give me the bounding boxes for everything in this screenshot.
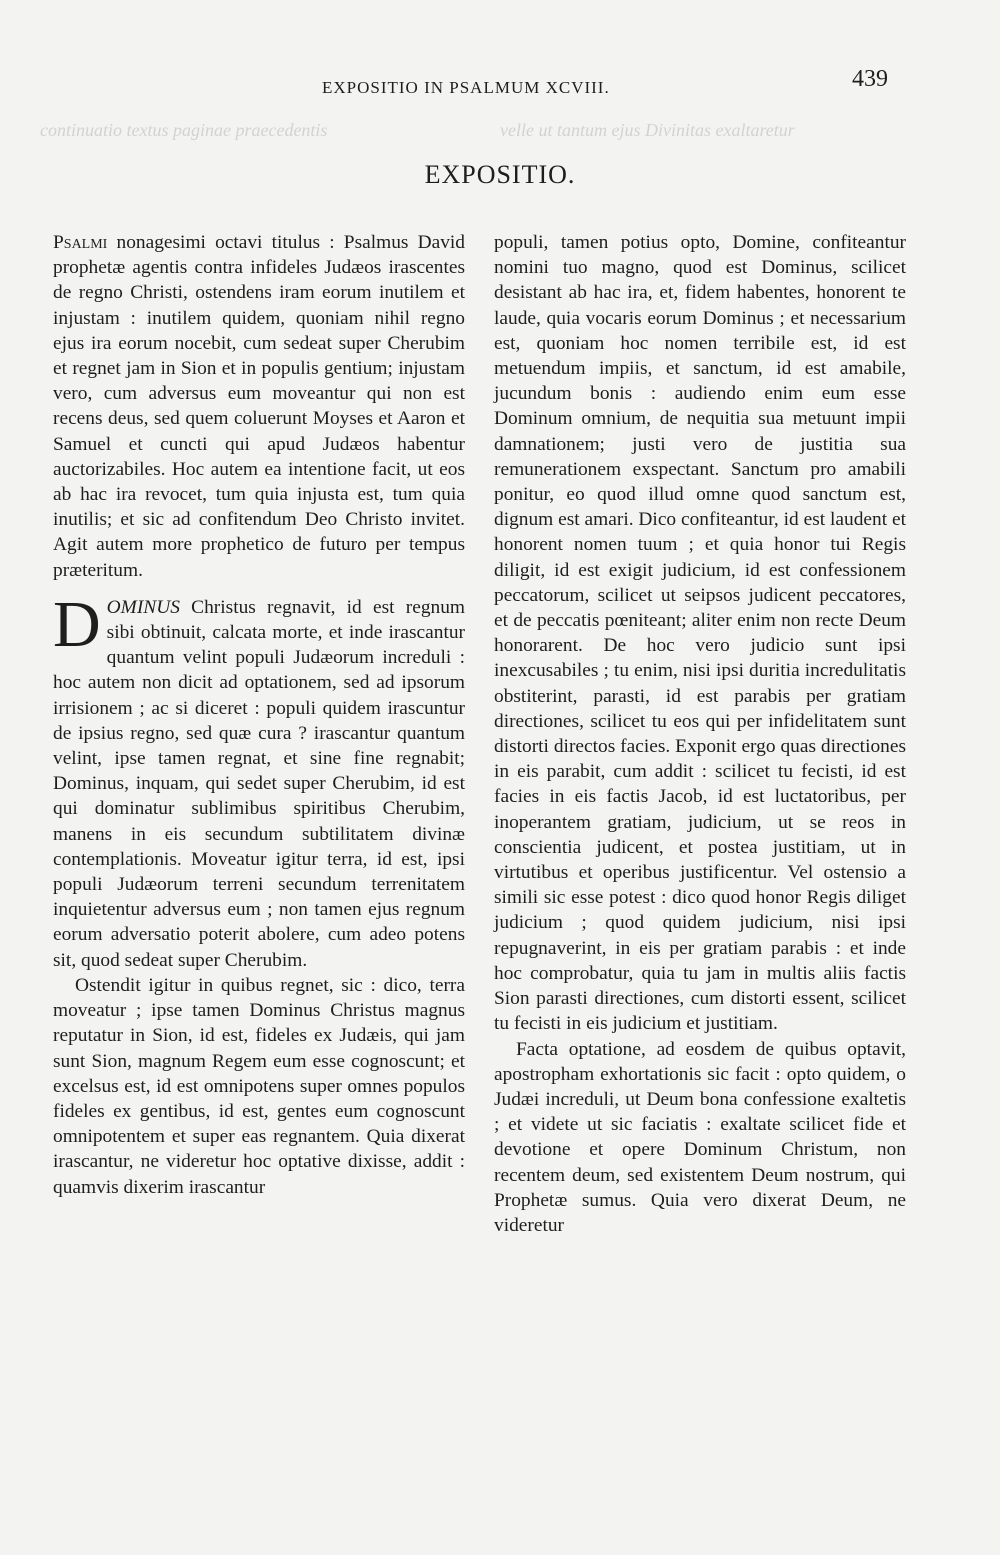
commentary-paragraph-1 xyxy=(53,587,465,973)
bleed-through-left: continuatio textus paginae praecedentis xyxy=(40,120,328,140)
commentary-paragraph-4 xyxy=(494,1037,906,1239)
intro-smallcaps: Psalmi xyxy=(53,232,108,253)
commentary-text-2: Ostendit igitur in quibus regnet, sic : dico, terra moveatur ; ipse tamen Dominus Christus magnus reputatur in Sion, id est, fideles ex Judæis, qui jam sunt Sion, magnum Regem eum esse cognoscunt; et excelsus est, id est omnipotens super omnes populos fideles ex gentibus, id est, gentes eum cognoscunt omnipotentem et super eas regnantem. Quia dixerat irascantur, ne videretur hoc optative dixisse, addit : quamvis dixerim irascantur xyxy=(53,974,465,1198)
running-head: EXPOSITIO IN PSALMUM XCVIII. xyxy=(322,78,610,97)
page-number: 439 xyxy=(852,66,888,92)
intro-paragraph xyxy=(53,230,465,583)
drop-cap: D xyxy=(53,587,101,661)
left-column xyxy=(53,230,465,1200)
commentary-paragraph-3 xyxy=(494,230,906,1037)
commentary-text-1: Christus regnavit, id est regnum sibi obtinuit, calcata morte, et inde irascantur quantum velint populi Judæorum increduli : hoc autem non dicit ad optationem, sed ad ipsorum irrisionem ; ac si diceret : populi quidem irascuntur de ipsius regno, sed quæ cura ? irascantur quantum velint, ipse tamen regnat, et sine fine regnabit; Dominus, inquam, qui sedet super Cherubim, id est qui dominatur sublimibus spiritibus Cherubim, manens in eis secundum subtilitatem divinæ contemplationis. Moveatur igitur terra, id est, ipsi populi Judæorum terreni secundum terrenitatem inquietentur adversus eum ; non tamen ejus regnum eorum adversatio poterit abolere, cum adeo potens sit, quod sedeat super Cherubim. xyxy=(53,596,465,971)
section-title: EXPOSITIO. xyxy=(424,160,576,189)
lemma-head: OMINUS xyxy=(106,596,180,618)
commentary-paragraph-2 xyxy=(53,973,465,1200)
commentary-text-3: populi, tamen potius opto, Domine, confiteantur nomini tuo magno, quod est Dominus, scilicet desistant ab hac ira, et, fidem habentes, honorent te laude, quia vocaris eorum Dominus ; et necessarium est, quoniam hoc nomen terribile est, id est metuendum impiis, et sanctum, id est amabile, jucundum bonis : audiendo enim eum esse Dominum omnium, de nequitia sua metuunt impii damnationem; justi vero de justitia sua remunerationem exspectant. Sanctum pro amabili ponitur, eo quod illud omne quod sanctum est, dignum est amari. Dico confiteantur, id est laudent et honorent nomen tuum ; et quia honor tui Regis diligit, id est exigit judicium, id est confessionem peccatorum, scilicet ut seipsos judicent peccatores, et de peccatis pœniteant; aliter enim non recte Deum honorarent. De hoc vero judicio sunt ipsi inexcusabiles ; tu enim, nisi ipsi duritia incredulitatis obstiterint, parasti, id est parabis per gratiam directiones, scilicet tu eos qui per infidelitatem sunt distorti directos facies. Exponit ergo quas directiones in eis parabit, cum addit : scilicet tu fecisti, id est facies in eis factis Jacob, id est luctatoribus, per inoperantem gratiam, judicium, ut se reos in conscientia judicent, et postea justitiam, ut in virtutibus et operibus justificentur. Vel ostensio a simili sic esse potest : dico quod honor Regis diliget judicium ; quod quidem judicium, nisi ipsi repugnaverint, in eis per gratiam parabis : et inde hoc comprobatur, quia tu jam in multis aliis factis Sion parasti directiones, cum distorti essent, scilicet tu fecisti in eis judicium et justitiam. xyxy=(494,232,906,1035)
intro-text: nonagesimi octavi titulus : Psalmus David prophetæ agentis contra infideles Judæos irascentes de regno Christi, ostendens iram eorum inutilem et injustam : inutilem quidem, quoniam nihil regno ejus ira eorum nocebit, cum sedeat super Cherubim et regnet jam in Sion et in populis gentium; injustam vero, cum adversus eum moveantur qui non est recens deus, sed quem coluerunt Moyses et Aaron et Samuel et cuncti qui apud Judæos habentur auctorizabiles. Hoc autem ea intentione facit, ut eos ab hac ira revocet, tum quia injusta est, tum quia inutilis; et sic ad confitendum Deo Christo invitet. Agit autem more prophetico de futuro per tempus præteritum. xyxy=(53,232,465,581)
right-column xyxy=(494,230,906,1238)
commentary-text-4: Facta optatione, ad eosdem de quibus optavit, apostropham exhortationis sic facit : opto quidem, o Judæi increduli, ut Deum bona confessione exaltetis ; et videte ut sic faciatis : exaltate scilicet fide et devotione et opere Dominum Christum, non recentem deum, sed existentem Deum nostrum, qui Prophetæ sumus. Quia vero dixerat Deum, ne videretur xyxy=(494,1038,906,1236)
bleed-through-right: velle ut tantum ejus Divinitas exaltaretur xyxy=(500,120,795,140)
